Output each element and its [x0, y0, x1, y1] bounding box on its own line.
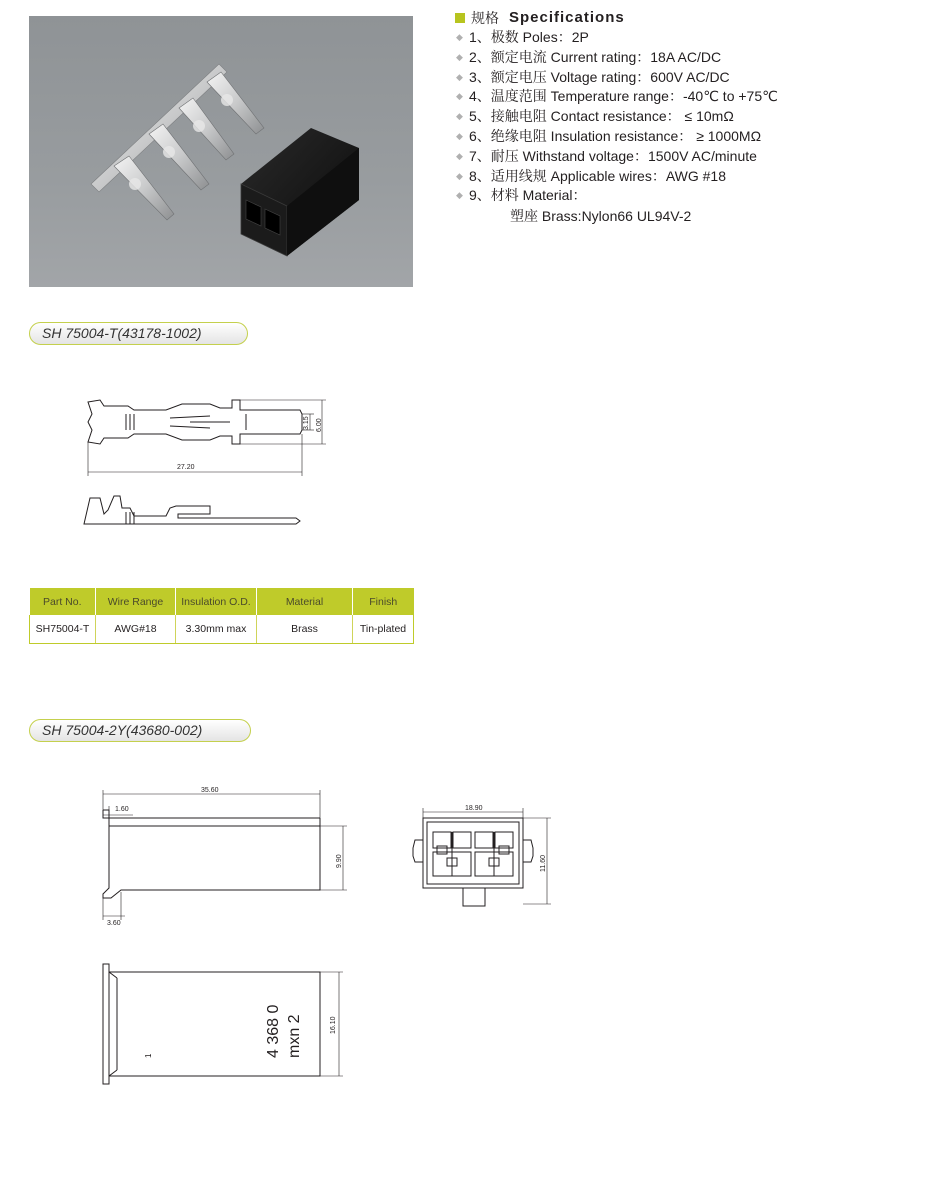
spec-item: ◆ 9、材料 Material： [455, 186, 925, 206]
dim-front-width: 18.90 [465, 805, 483, 812]
table-cell: Tin-plated [353, 615, 414, 644]
col-header: Part No. [30, 588, 96, 615]
specifications-block [455, 8, 925, 226]
diamond-bullet-icon: ◆ [456, 91, 463, 102]
dim-length: 27.20 [177, 464, 195, 471]
table-cell: 3.30mm max [176, 615, 257, 644]
dim-top-height: 16.10 [330, 1016, 337, 1034]
housing-front-drawing [405, 800, 555, 915]
diamond-bullet-icon: ◆ [456, 130, 463, 141]
table-header-row [30, 588, 414, 615]
spec-item: ◆ 6、绝缘电阻 Insulation resistance： ≥ 1000MΩ [455, 127, 925, 147]
heading-en: Specifications [509, 9, 625, 26]
table-row [30, 615, 414, 644]
col-header: Wire Range [96, 588, 176, 615]
heading-cn: 规格 [471, 10, 499, 26]
cavity-mark: 1 [144, 1053, 153, 1058]
housing-side-drawing [95, 782, 355, 927]
col-header: Material [257, 588, 353, 615]
table-cell: AWG#18 [96, 615, 176, 644]
spec-item: ◆ 8、适用线规 Applicable wires：AWG #18 [455, 167, 925, 187]
table-cell: SH75004-T [30, 615, 96, 644]
dim-housing-length: 35.60 [201, 787, 219, 794]
diamond-bullet-icon: ◆ [456, 190, 463, 201]
diamond-bullet-icon: ◆ [456, 150, 463, 161]
product-photo [29, 16, 413, 287]
table-cell: Brass [257, 615, 353, 644]
dim-front-height: 11.60 [540, 855, 547, 872]
diamond-bullet-icon: ◆ [456, 111, 463, 122]
dim-top-step: 1.60 [115, 806, 129, 813]
dim-housing-height: 9.90 [336, 854, 343, 868]
diamond-bullet-icon: ◆ [456, 170, 463, 181]
square-bullet-icon [455, 13, 465, 23]
housing-top-drawing [95, 960, 355, 1090]
spec-item: ◆ 7、耐压 Withstand voltage：1500V AC/minute [455, 147, 925, 167]
material-detail: 塑座 Brass:Nylon66 UL94V-2 [510, 208, 692, 225]
spec-item: ◆ 2、额定电流 Current rating：18A AC/DC [455, 48, 925, 68]
spec-item: ◆ 5、接触电阻 Contact resistance： ≤ 10mΩ [455, 107, 925, 127]
dim-height-large: 6.00 [316, 418, 323, 432]
diamond-bullet-icon: ◆ [456, 51, 463, 62]
specifications-heading [455, 8, 925, 28]
part-table [29, 588, 414, 644]
terminal-part-label: SH 75004-T(43178-1002) [29, 322, 248, 345]
diamond-bullet-icon: ◆ [456, 32, 463, 42]
terminal-drawing [70, 390, 340, 540]
col-header: Insulation O.D. [176, 588, 257, 615]
dim-height-small: 3.15 [303, 416, 310, 430]
housing-marking-line1: 4 368 0 [265, 1004, 282, 1058]
spec-item: ◆ 1、极数 Poles：2P [455, 28, 925, 48]
spec-item: ◆ 4、温度范围 Temperature range：-40℃ to +75℃ [455, 87, 925, 107]
housing-marking-line2: mxn 2 [286, 1014, 303, 1058]
housing-part-label: SH 75004-2Y(43680-002) [29, 719, 251, 742]
diamond-bullet-icon: ◆ [456, 71, 463, 82]
spec-list [455, 28, 925, 206]
dim-latch: 3.60 [107, 920, 121, 927]
spec-item: ◆ 3、额定电压 Voltage rating：600V AC/DC [455, 68, 925, 88]
col-header: Finish [353, 588, 414, 615]
